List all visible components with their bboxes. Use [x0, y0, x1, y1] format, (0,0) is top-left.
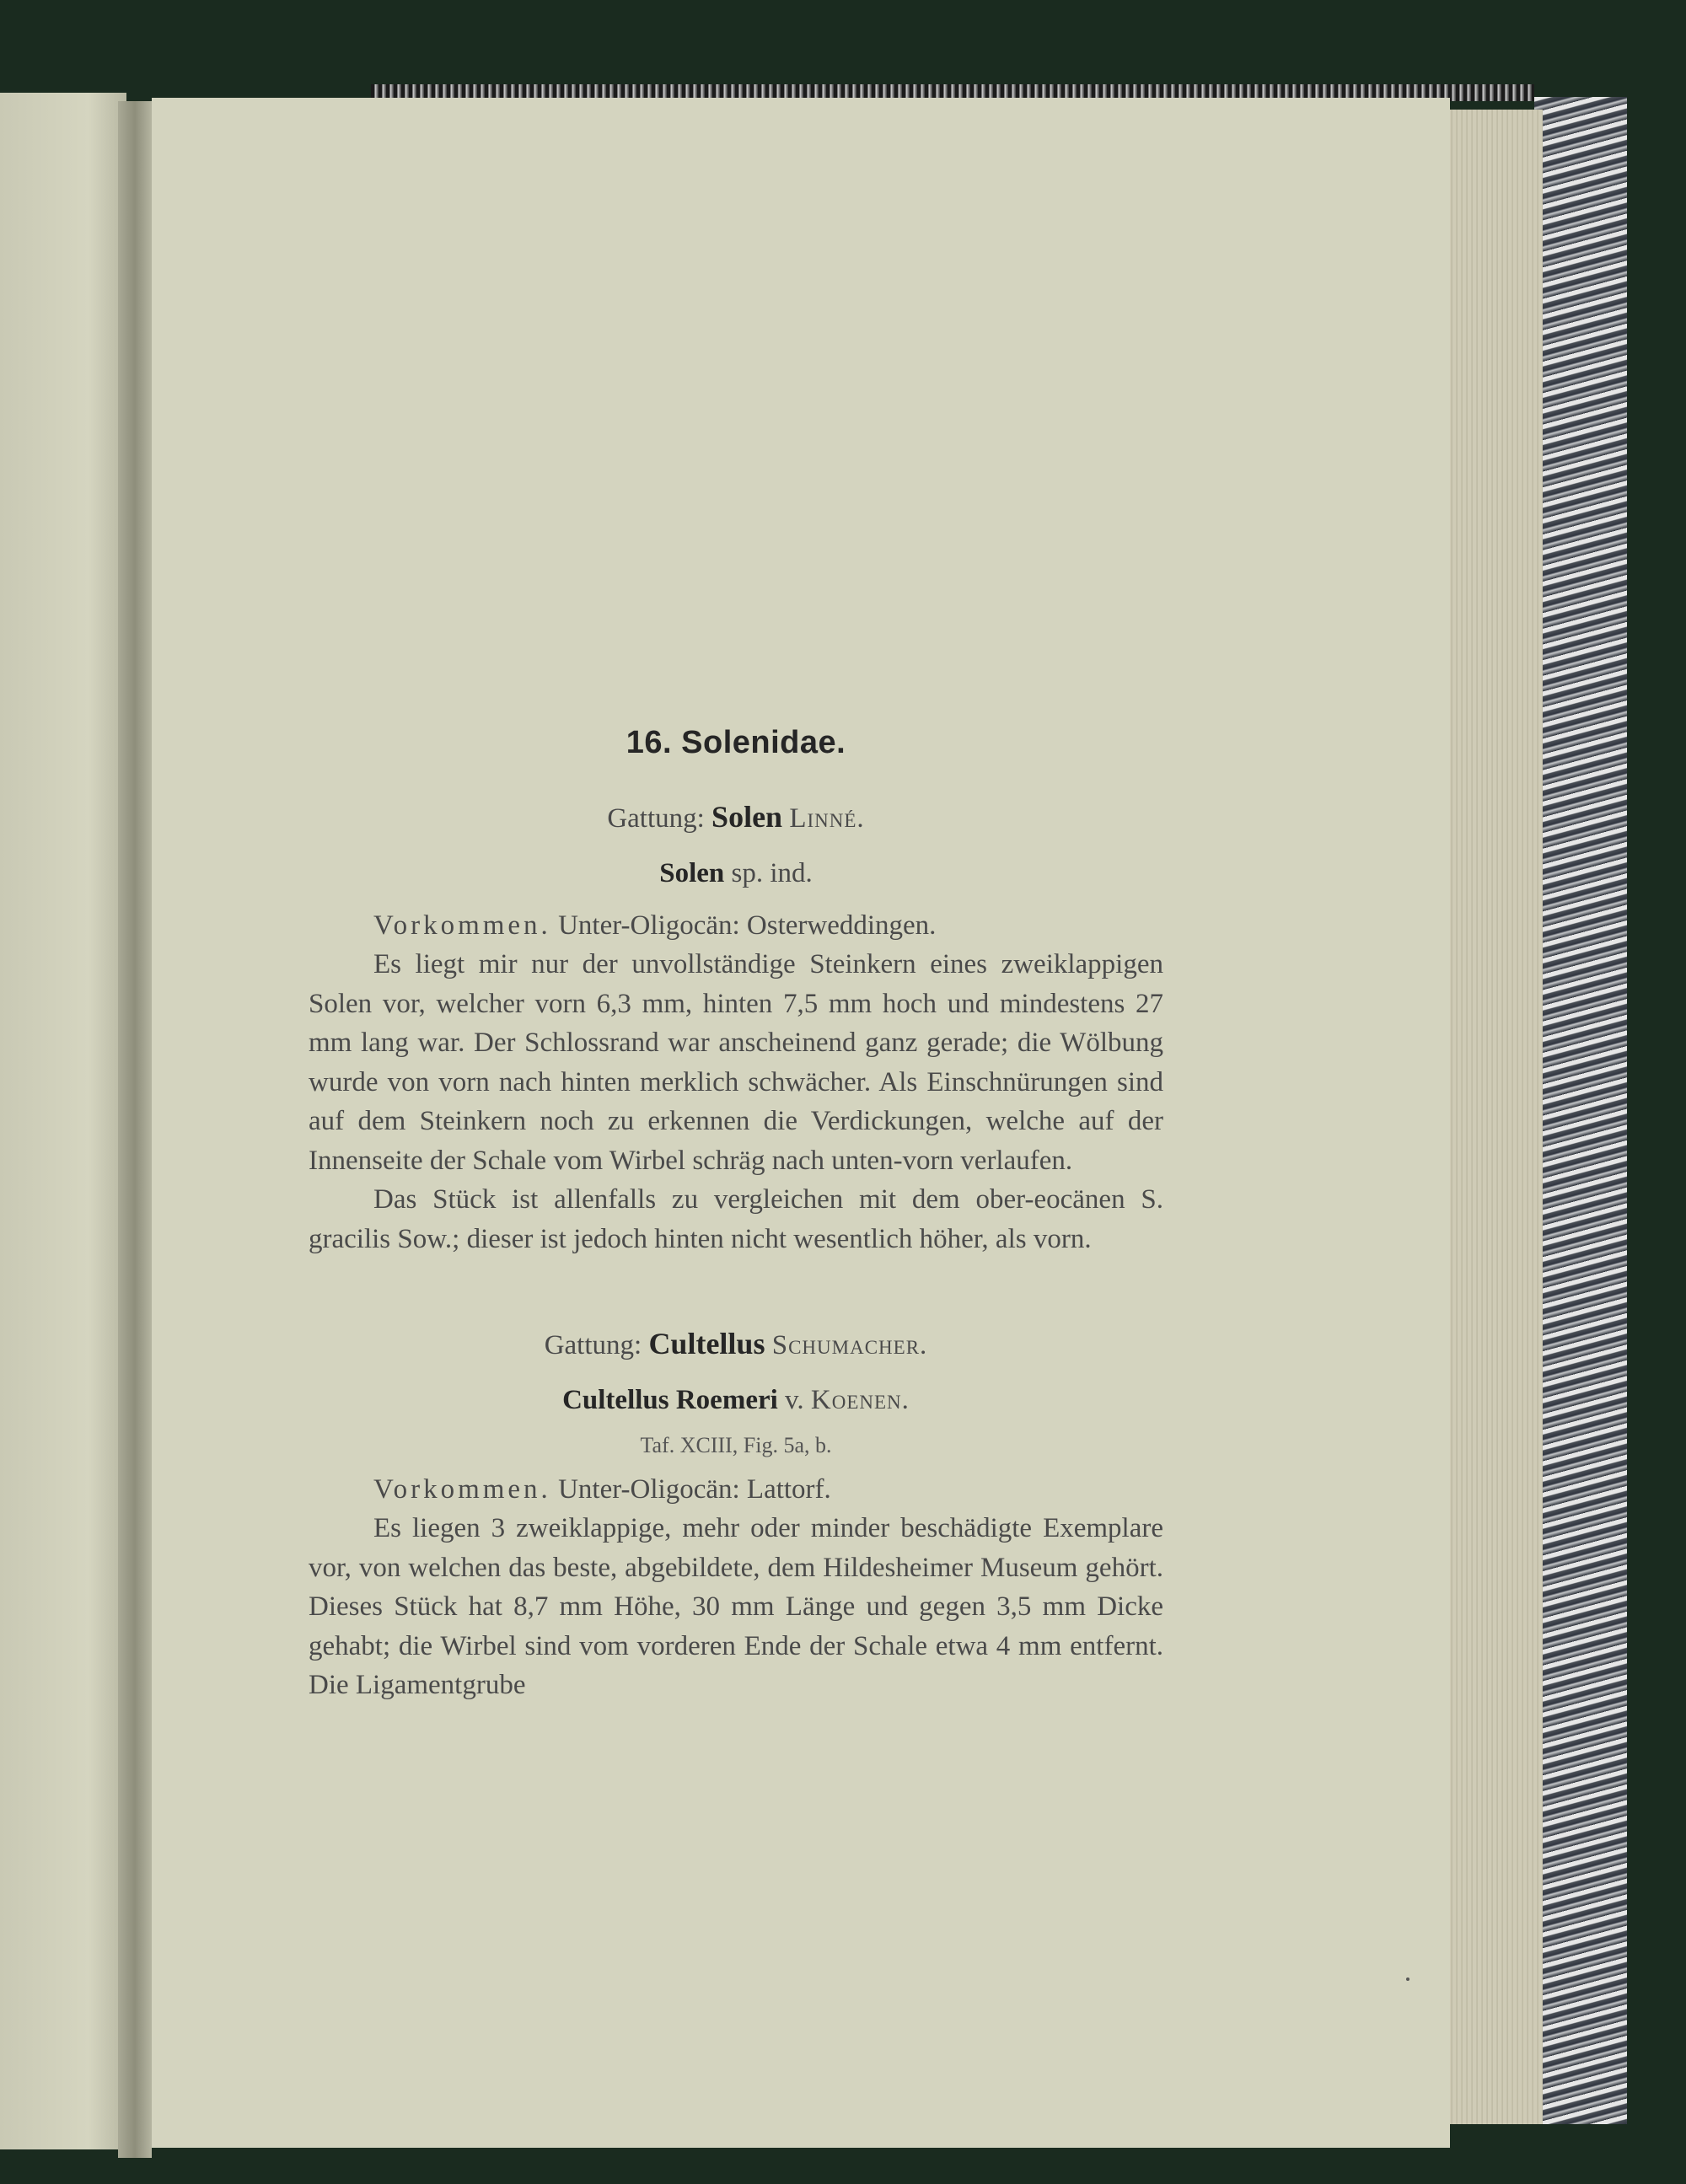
genus-heading-solen	[309, 799, 1163, 834]
page-content	[309, 725, 1163, 1705]
paragraph-solen-comparison: Das Stück ist allenfalls zu vergleichen mit dem ober-eocänen S. gracilis Sow.; dieser ist jedoch hinten nicht wesentlich höher, als vorn.	[309, 1184, 1163, 1254]
genus-heading-cultellus	[309, 1326, 1163, 1361]
genus-name: Solen	[711, 800, 783, 834]
species-author: Koenen.	[810, 1385, 910, 1415]
occurrence-solen	[309, 906, 1163, 945]
genus-label: Gattung:	[607, 803, 705, 834]
occurrence-value: Unter-Oligocän: Osterweddingen.	[558, 910, 937, 941]
genus-author: Schumacher.	[771, 1330, 928, 1360]
species-heading-cultellus	[309, 1385, 1163, 1416]
section-number: 16.	[626, 725, 673, 760]
species-name: Solen	[659, 858, 725, 888]
species-author-prefix: v.	[785, 1385, 804, 1415]
book-gutter	[118, 101, 152, 2158]
species-heading-solen	[309, 858, 1163, 889]
genus-name: Cultellus	[648, 1327, 765, 1360]
paragraph-cultellus-description: Es liegen 3 zweiklappige, mehr oder minder beschädigte Exemplare vor, von welchen das beste, abgebildete, dem Hildesheimer Museum gehört. Dieses Stück hat 8,7 mm Höhe, 30 mm Länge und gegen 3,5 mm Dicke gehabt; die Wirbel sind vom vorderen Ende der Schale etwa 4 mm entfernt. Die Ligamentgrube	[309, 1513, 1163, 1700]
occurrence-value: Unter-Oligocän: Lattorf.	[558, 1474, 831, 1505]
occurrence-label: Vorkommen.	[373, 910, 551, 941]
book-cover-edge	[1534, 97, 1627, 2124]
spacer	[309, 1258, 1163, 1326]
section-name: Solenidae.	[681, 725, 846, 760]
genus-author: Linné.	[789, 803, 865, 834]
section-title	[309, 725, 1163, 761]
occurrence-label: Vorkommen.	[373, 1474, 551, 1505]
species-name: Cultellus Roemeri	[562, 1385, 778, 1415]
page-speck	[1406, 1977, 1409, 1981]
left-page	[0, 93, 126, 2149]
species-qualifier: sp. ind.	[731, 858, 813, 888]
paragraph-solen-description: Es liegt mir nur der unvollständige Steinkern eines zweiklappigen Solen vor, welcher vorn 6,3 mm, hinten 7,5 mm hoch und mindestens 27 mm lang war. Der Schlossrand war anscheinend ganz gerade; die Wölbung wurde von vorn nach hinten merklich schwächer. Als Einschnürungen sind auf dem Steinkern noch zu erkennen die Verdickungen, welche auf der Innenseite der Schale vom Wirbel schräg nach unten-vorn verlaufen.	[309, 949, 1163, 1176]
plate-reference: Taf. XCIII, Fig. 5a, b.	[640, 1433, 832, 1457]
genus-label: Gattung:	[544, 1330, 642, 1360]
occurrence-cultellus	[309, 1470, 1163, 1509]
